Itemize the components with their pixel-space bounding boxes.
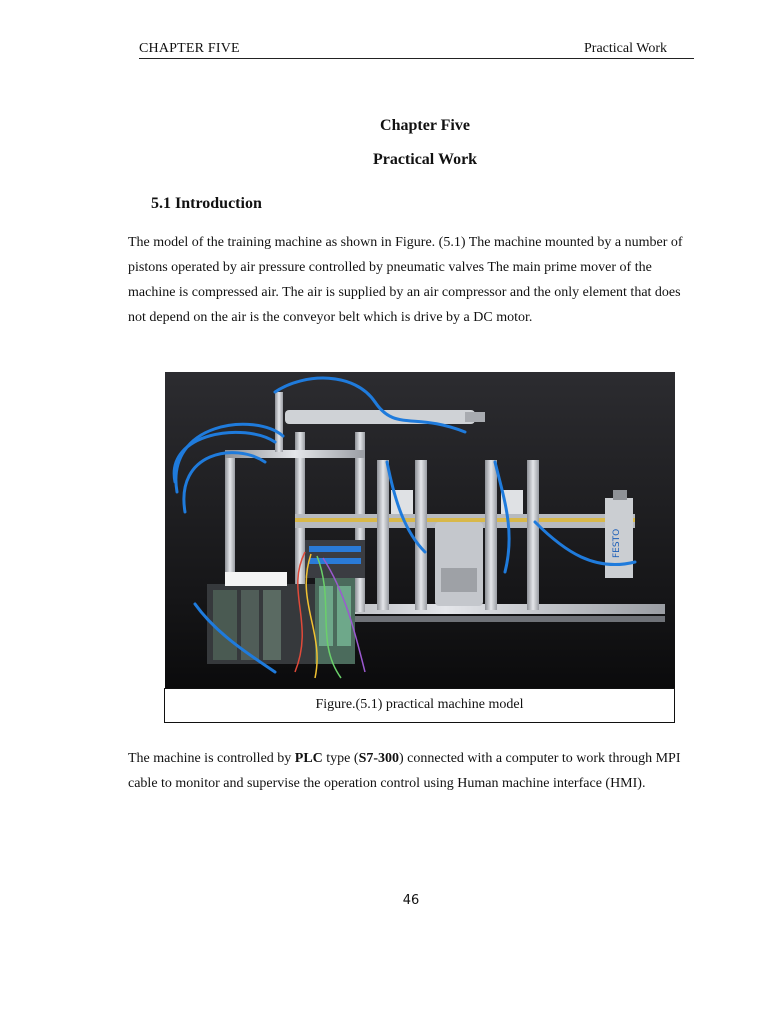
plc-paragraph-text-2: type ( — [322, 751, 359, 766]
festo-logo: FESTO — [612, 528, 622, 558]
intro-paragraph: The model of the training machine as shown in Figure. (5.1) The machine mounted by a number of pistons operated by air pressure controlled by pneumatic valves The main prime mover of the machine is compressed air. The air is supplied by an air compressor and the only element that does not depend on the air is the conveyor belt which is drive by a DC motor. — [128, 235, 683, 325]
plc-model: S7-300 — [358, 751, 400, 766]
page-number: 46 — [402, 893, 420, 908]
plc-paragraph — [128, 746, 700, 796]
chapter-subtitle: Practical Work — [372, 151, 478, 168]
running-header-left: CHAPTER FIVE — [139, 41, 240, 56]
plc-paragraph-text-1: The machine is controlled by — [128, 751, 295, 766]
header-rule — [139, 58, 694, 59]
chapter-title: Chapter Five — [380, 117, 470, 134]
plc-paragraph-text-3: ) connected with a computer to work through MPI cable to monitor and supervise the operation control using Human machine interface (HMI). — [128, 751, 681, 791]
machine-photo — [165, 372, 675, 688]
plc-term: PLC — [294, 751, 323, 766]
figure-caption: Figure.(5.1) practical machine model — [164, 688, 675, 723]
running-header-right: Practical Work — [584, 41, 667, 56]
section-heading: 5.1 Introduction — [151, 195, 262, 212]
